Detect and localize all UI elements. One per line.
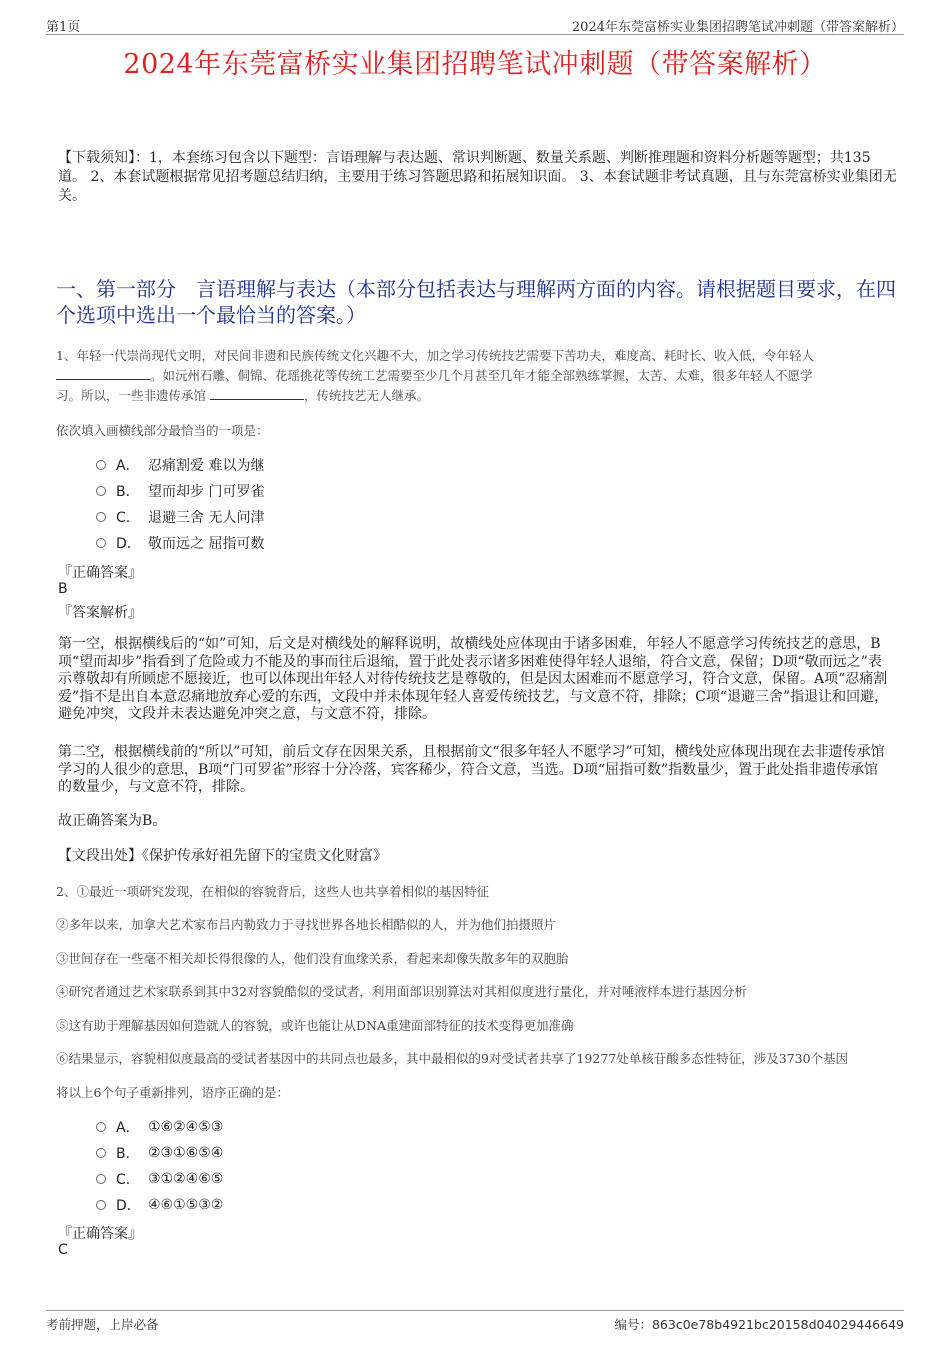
question-2-line: ②多年以来，加拿大艺术家布吕内勒致力于寻找世界各地长相酷似的人，并为他们拍摄照片 [56, 917, 557, 932]
question-2-prompt: 将以上6个句子重新排列，语序正确的是： [56, 1085, 289, 1100]
question-1-text-a: 1、年轻一代崇尚现代文明，对民间非遗和民族传统文化兴趣不大，加之学习传统技艺需要下苦功夫，难度高、耗时长、收入低，令年轻人 [56, 348, 814, 363]
analysis-conclusion: 故正确答案为B。 [58, 813, 167, 829]
radio-icon[interactable] [96, 538, 106, 548]
analysis-paragraph-2: 第二空，根据横线前的“所以”可知，前后文存在因果关系，且根据前文“很多年轻人不愿学习”可知，横线处应体现出现在去非遗传承馆学习的人很少的意思，B项“门可罗雀”形容十分冷落，宾客稀少，符合文意，当选。D项“屈指可数”指数量少，置于此处指非遗传承馆的数量少，与文意不符，排除。 [58, 744, 885, 795]
option-a[interactable]: A． 忍痛割爱 难以为继 [96, 452, 264, 478]
option-b[interactable]: B． ②③①⑥⑤④ [96, 1140, 223, 1166]
question-2-line: ⑤这有助于理解基因如何造就人的容貌，或许也能让从DNA重建面部特征的技术变得更加准确 [56, 1018, 574, 1033]
radio-icon[interactable] [96, 1148, 106, 1158]
radio-icon[interactable] [96, 460, 106, 470]
question-2-line: ③世间存在一些毫不相关却长得很像的人，他们没有血缘关系，看起来却像失散多年的双胞胎 [56, 951, 569, 966]
radio-icon[interactable] [96, 1122, 106, 1132]
page-number: 第1页 [46, 20, 81, 35]
question-1-stem: 1、年轻一代崇尚现代文明，对民间非遗和民族传统文化兴趣不大，加之学习传统技艺需要下苦功夫，难度高、耗时长、收入低，令年轻人 。如沅州石雕、侗锦、花瑶挑花等传统工艺需要至少几个月甚至几年才能全部熟练掌握，太苦、太难，很多年轻人不愿学 习。所以，一些非遗传承馆 ，传统技艺无人继承。 [56, 348, 814, 403]
download-notice: 【下载须知】：1，本套练习包含以下题型：言语理解与表达题、常识判断题、数量关系题、判断推理题和资料分析题等题型；共135道。 2、本套试题根据常见招考题总结归纳，主要用于练习答题思路和拓展知识面。 3、本套试题非考试真题，且与东莞富桥实业集团无关。 [58, 150, 897, 204]
analysis-label: 『答案解析』 [58, 605, 142, 621]
source-citation: 【文段出处】《保护传承好祖先留下的宝贵文化财富》 [58, 848, 387, 864]
answer-label: 『正确答案』 [58, 1226, 142, 1242]
option-d[interactable]: D． 敬而远之 屈指可数 [96, 530, 264, 556]
question-2-line: ④研究者通过艺术家联系到其中32对容貌酷似的受试者，利用面部识别算法对其相似度进行量化，并对唾液样本进行基因分析 [56, 984, 747, 999]
analysis-paragraph-1: 第一空，根据横线后的“如”可知，后文是对横线处的解释说明，故横线处应体现由于诸多困难，年轻人不愿意学习传统技艺的意思，B项“望而却步”指看到了危险或力不能及的事而往后退缩，置于此处表示诸多困难使得年轻人退缩，符合文意，保留；D项“敬而远之”表示尊敬却有所顾虑不愿接近，也可以体现出年轻人对待传统技艺是尊敬的，但是因太困难而不愿意学习，符合文意，保留。A项“忍痛割爱”指不是出自本意忍痛地放弃心爱的东西，文段中并未体现年轻人喜爱传统技艺，与文意不符，排除；C项“退避三舍”指退让和回避，避免冲突，文段并未表达避免冲突之意，与文意不符，排除。 [58, 636, 889, 722]
question-2-line: ⑥结果显示，容貌相似度最高的受试者基因中的共同点也最多，其中最相似的9对受试者共享了19277处单核苷酸多态性特征，涉及3730个基因 [56, 1051, 849, 1066]
radio-icon[interactable] [96, 512, 106, 522]
fill-blank-1 [56, 367, 150, 380]
question-2-options [96, 1114, 223, 1218]
option-a[interactable]: A． ①⑥②④⑤③ [96, 1114, 223, 1140]
option-c[interactable]: C． ③①②④⑥⑤ [96, 1166, 223, 1192]
answer-label: 『正确答案』 [58, 565, 142, 581]
question-1-options [96, 452, 264, 556]
question-1-text-b: 。如沅州石雕、侗锦、花瑶挑花等传统工艺需要至少几个月甚至几年才能全部熟练掌握，太苦、太难，很多年轻人不愿学 [150, 368, 813, 383]
option-d[interactable]: D． ④⑥①⑤③② [96, 1192, 223, 1218]
document-title: 2024年东莞富桥实业集团招聘笔试冲刺题（带答案解析） [123, 49, 827, 80]
page-header [46, 14, 904, 35]
question-1-prompt: 依次填入画横线部分最恰当的一项是： [56, 423, 269, 438]
radio-icon[interactable] [96, 1174, 106, 1184]
document-code: 编号：863c0e78b4921bc20158d04029446649 [614, 1317, 904, 1332]
footer-slogan: 考前押题，上岸必备 [46, 1317, 159, 1332]
fill-blank-2 [210, 387, 304, 400]
radio-icon[interactable] [96, 486, 106, 496]
page-footer [46, 1310, 904, 1331]
option-b[interactable]: B． 望而却步 门可罗雀 [96, 478, 264, 504]
question-1-text-c: ，传统技艺无人继承。 [303, 388, 429, 403]
option-c[interactable]: C． 退避三舍 无人问津 [96, 504, 264, 530]
radio-icon[interactable] [96, 1200, 106, 1210]
answer-value: B [58, 581, 68, 597]
header-doc-title: 2024年东莞富桥实业集团招聘笔试冲刺题（带答案解析） [571, 20, 904, 35]
question-2-line: 2、①最近一项研究发现，在相似的容貌背后，这些人也共享着相似的基因特征 [56, 884, 489, 899]
answer-value: C [58, 1242, 68, 1258]
section-heading: 一、第一部分 言语理解与表达（本部分包括表达与理解两方面的内容。请根据题目要求，在四个选项中选出一个最恰当的答案。） [56, 277, 896, 327]
